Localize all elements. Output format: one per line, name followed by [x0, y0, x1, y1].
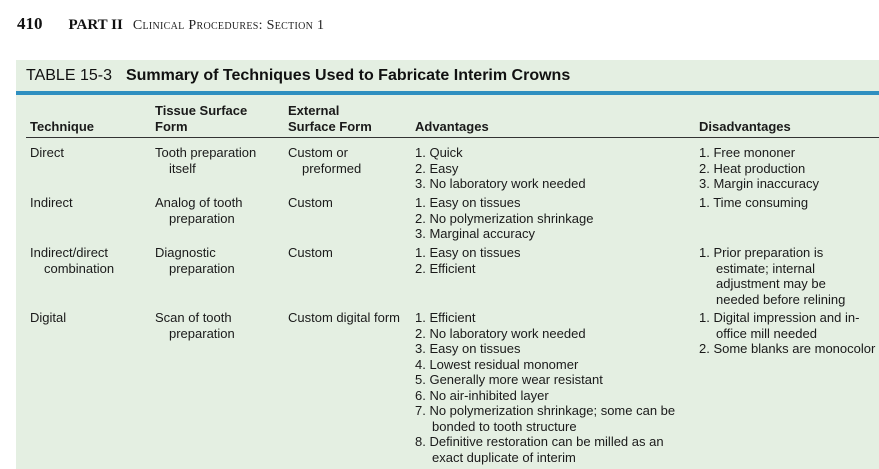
- row-indirect-advantages: [415, 195, 705, 242]
- row-indirect-external: Custom: [288, 195, 333, 210]
- header-advantages: Advantages: [415, 119, 489, 134]
- list-item: 5. Generally more wear resistant: [415, 372, 603, 387]
- list-item: 3. No laboratory work needed: [415, 176, 586, 191]
- part-label: PART II: [68, 17, 123, 33]
- header-disadvantages: Disadvantages: [699, 119, 791, 134]
- header-rule: [26, 137, 879, 138]
- list-item: 2. Easy: [415, 160, 459, 176]
- list-item: 2. Heat production: [699, 160, 806, 176]
- list-item: 2. No polymerization shrinkage: [415, 210, 594, 226]
- list-item: 1. Prior preparation is estimate; internal adjustment may be needed before relining: [699, 245, 846, 307]
- table-caption: Summary of Techniques Used to Fabricate Interim Crowns: [125, 66, 571, 84]
- list-item: 8. Definitive restoration can be milled as an exact duplicate of interim: [415, 434, 664, 465]
- summary-table: [16, 60, 879, 469]
- header-tissue-surface-form: Tissue Surface Form: [155, 103, 248, 134]
- list-item: 1. Free mononer: [699, 145, 796, 160]
- list-item: 1. Time consuming: [699, 195, 809, 210]
- row-digital-tissue: Scan of tooth preparation: [155, 310, 235, 341]
- row-digital-disadvantages: [699, 310, 879, 357]
- running-head: [17, 14, 324, 38]
- list-item: 1. Easy on tissues: [415, 245, 521, 260]
- list-item: 2. Efficient: [415, 260, 476, 276]
- row-direct-technique: Direct: [30, 145, 64, 160]
- row-indirect-tissue: Analog of tooth preparation: [155, 195, 243, 226]
- row-direct-disadvantages: [699, 145, 879, 192]
- list-item: 3. Marginal accuracy: [415, 226, 535, 241]
- list-item: 1. Quick: [415, 145, 463, 160]
- header-external-surface-form: External Surface Form: [288, 103, 372, 134]
- row-indirect-disadvantages: [699, 195, 879, 211]
- row-indirect-technique: Indirect: [30, 195, 73, 210]
- row-combination-tissue: Diagnostic preparation: [155, 245, 235, 276]
- list-item: 1. Easy on tissues: [415, 195, 521, 210]
- header-technique: Technique: [30, 119, 95, 134]
- list-item: 2. No laboratory work needed: [415, 325, 586, 341]
- row-combination-external: Custom: [288, 245, 333, 260]
- row-combination-technique: Indirect/direct combination: [30, 245, 115, 276]
- row-direct-tissue: Tooth preparation itself: [155, 145, 257, 176]
- row-digital-technique: Digital: [30, 310, 67, 325]
- row-direct-external: Custom or preformed: [288, 145, 362, 176]
- row-combination-disadvantages: [699, 245, 871, 307]
- page-number: 410: [17, 14, 43, 33]
- list-item: 1. Efficient: [415, 310, 476, 325]
- list-item: 3. Margin inaccuracy: [699, 176, 819, 191]
- row-combination-advantages: [415, 245, 705, 276]
- list-item: 1. Digital impression and in-office mill needed: [699, 310, 860, 341]
- list-item: 4. Lowest residual monomer: [415, 356, 579, 372]
- section-title: Clinical Procedures: Section 1: [132, 18, 325, 33]
- table-title-bar: [16, 60, 879, 95]
- table-label: TABLE 15-3: [26, 66, 112, 84]
- row-direct-advantages: [415, 145, 705, 192]
- list-item: 6. No air-inhibited layer: [415, 387, 549, 403]
- row-digital-advantages: [415, 310, 677, 465]
- list-item: 2. Some blanks are monocolor: [699, 341, 876, 356]
- row-digital-external: Custom digital form: [288, 310, 400, 325]
- list-item: 3. Easy on tissues: [415, 341, 521, 356]
- list-item: 7. No polymerization shrinkage; some can be bonded to tooth structure: [415, 403, 676, 434]
